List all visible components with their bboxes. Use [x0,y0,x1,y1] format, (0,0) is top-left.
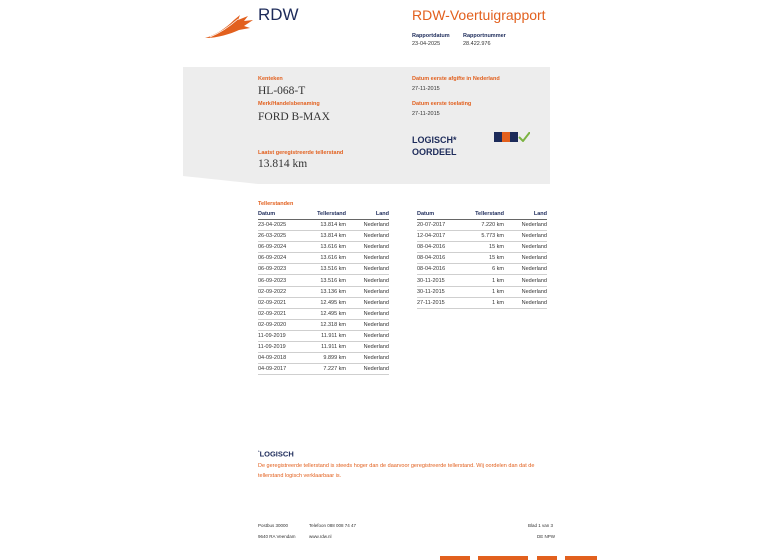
odometer-row [417,242,547,253]
col-odometer: Tellerstand [308,209,346,220]
verdict-note-title-text: LOGISCH [259,449,294,459]
license-plate-label: Kenteken [258,76,283,82]
odometer-country: Nederland [504,253,547,264]
decorative-strip [537,556,557,560]
report-title: RDW-Voertuigrapport [412,7,546,23]
odometer-date: 04-09-2017 [258,364,308,375]
odometer-row [258,242,389,253]
footer-code: DE NPW [537,534,555,539]
odometer-section-title: Tellerstanden [258,201,294,207]
vehicle-summary-panel [183,67,550,184]
odometer-value: 13.616 km [308,242,346,253]
verdict-note-text: De geregistreerde tellerstand is steeds hoger dan de daarvoor geregistreerde tellerstand. Wij oordelen dan dat de tellerstand logisch verklaarbaar is. [258,463,535,479]
col-country: Land [504,209,547,220]
odometer-value: 11.911 km [308,342,346,353]
odometer-row [258,297,389,308]
odometer-date: 06-09-2024 [258,242,308,253]
odometer-date: 30-11-2015 [417,286,467,297]
first-admission: 27-11-2015 [412,111,440,117]
odometer-row [258,286,389,297]
odometer-row [417,220,547,231]
odometer-date: 27-11-2015 [417,297,467,308]
odometer-date: 08-04-2016 [417,264,467,275]
odometer-country: Nederland [346,353,389,364]
odometer-value: 12.318 km [308,319,346,330]
last-odometer: 13.814 km [258,158,308,170]
verdict-note-title [258,449,294,459]
license-plate: HL-068-T [258,85,306,97]
odometer-row [417,264,547,275]
odometer-row [258,364,389,375]
brand-model: FORD B-MAX [258,111,330,123]
odometer-country: Nederland [346,319,389,330]
first-admission-label: Datum eerste toelating [412,101,472,107]
nap-logo-icon [494,132,530,142]
odometer-country: Nederland [346,286,389,297]
odometer-row [258,231,389,242]
odometer-date: 06-09-2023 [258,264,308,275]
odometer-value: 13.136 km [308,286,346,297]
odometer-value: 12.495 km [308,308,346,319]
odometer-country: Nederland [504,231,547,242]
odometer-value: 11.911 km [308,330,346,341]
odometer-row [258,275,389,286]
verdict-line-2: OORDEEL [412,147,457,157]
odometer-date: 02-09-2021 [258,308,308,319]
odometer-row [258,220,389,231]
odometer-table-left [258,209,389,375]
odometer-date: 20-07-2017 [417,220,467,231]
col-date: Datum [258,209,308,220]
odometer-country: Nederland [346,297,389,308]
odometer-date: 11-09-2019 [258,342,308,353]
odometer-country: Nederland [346,231,389,242]
odometer-row [258,353,389,364]
first-registration-nl: 27-11-2015 [412,86,440,92]
odometer-country: Nederland [346,220,389,231]
odometer-date: 06-09-2023 [258,275,308,286]
col-country: Land [346,209,389,220]
footer-address: 9640 RA Veendam [258,534,296,539]
odometer-value: 7.220 km [467,220,504,231]
report-date: 23-04-2025 [412,41,441,47]
footer-phone: Telefoon 088 008 74 47 [309,523,357,528]
odometer-date: 04-09-2018 [258,353,308,364]
odometer-date: 23-04-2025 [258,220,308,231]
odometer-date: 02-09-2021 [258,297,308,308]
verdict-line-1: LOGISCH* [412,135,457,145]
first-registration-nl-label: Datum eerste afgifte in Nederland [412,76,500,82]
odometer-row [258,319,389,330]
odometer-country: Nederland [504,242,547,253]
odometer-value: 1 km [467,297,504,308]
odometer-value: 6 km [467,264,504,275]
odometer-value: 13.616 km [308,253,346,264]
odometer-row [417,286,547,297]
odometer-country: Nederland [346,253,389,264]
col-odometer: Tellerstand [467,209,504,220]
odometer-row [417,253,547,264]
panel-notch [183,176,258,184]
odometer-country: Nederland [346,308,389,319]
decorative-strip [565,556,597,560]
last-odometer-label: Laatst geregistreerde tellerstand [258,150,344,156]
footer-postbus: Postbus 30000 [258,523,289,528]
odometer-country: Nederland [504,275,547,286]
odometer-value: 5.773 km [467,231,504,242]
odometer-country: Nederland [346,264,389,275]
odometer-date: 08-04-2016 [417,253,467,264]
odometer-value: 13.814 km [308,231,346,242]
odometer-row [258,308,389,319]
odometer-row [417,231,547,242]
odometer-date: 12-04-2017 [417,231,467,242]
brand-model-label: Merk/Handelsbenaming [258,101,320,107]
odometer-country: Nederland [504,286,547,297]
odometer-country: Nederland [346,275,389,286]
col-date: Datum [417,209,467,220]
odometer-country: Nederland [346,342,389,353]
odometer-value: 1 km [467,286,504,297]
odometer-value: 12.495 km [308,297,346,308]
odometer-value: 7.227 km [308,364,346,375]
odometer-date: 02-09-2022 [258,286,308,297]
odometer-date: 08-04-2016 [417,242,467,253]
odometer-date: 02-09-2020 [258,319,308,330]
odometer-value: 13.814 km [308,220,346,231]
odometer-country: Nederland [504,220,547,231]
footnote-marker: * [258,449,260,454]
odometer-row [258,253,389,264]
odometer-row [417,297,547,308]
odometer-value: 15 km [467,242,504,253]
odometer-country: Nederland [346,330,389,341]
odometer-date: 26-03-2025 [258,231,308,242]
report-number-label: Rapportnummer [463,33,506,39]
report-number: 28.422.976 [463,41,491,47]
odometer-row [258,264,389,275]
report-date-label: Rapportdatum [412,33,450,39]
rdw-logo-icon [204,14,254,40]
odometer-row [417,275,547,286]
odometer-table-right [417,209,547,309]
odometer-value: 15 km [467,253,504,264]
odometer-country: Nederland [504,297,547,308]
decorative-strip [440,556,470,560]
odometer-row [258,330,389,341]
odometer-value: 9.899 km [308,353,346,364]
odometer-value: 1 km [467,275,504,286]
odometer-value: 13.516 km [308,264,346,275]
odometer-value: 13.516 km [308,275,346,286]
odometer-date: 11-09-2019 [258,330,308,341]
decorative-strip [478,556,528,560]
footer-page-number: Blad 1 van 3 [528,523,554,528]
odometer-country: Nederland [346,242,389,253]
odometer-date: 30-11-2015 [417,275,467,286]
footer-website: www.rdw.nl [309,534,332,539]
odometer-date: 06-09-2024 [258,253,308,264]
odometer-country: Nederland [346,364,389,375]
odometer-row [258,342,389,353]
brand-name: RDW [258,5,299,24]
odometer-country: Nederland [504,264,547,275]
